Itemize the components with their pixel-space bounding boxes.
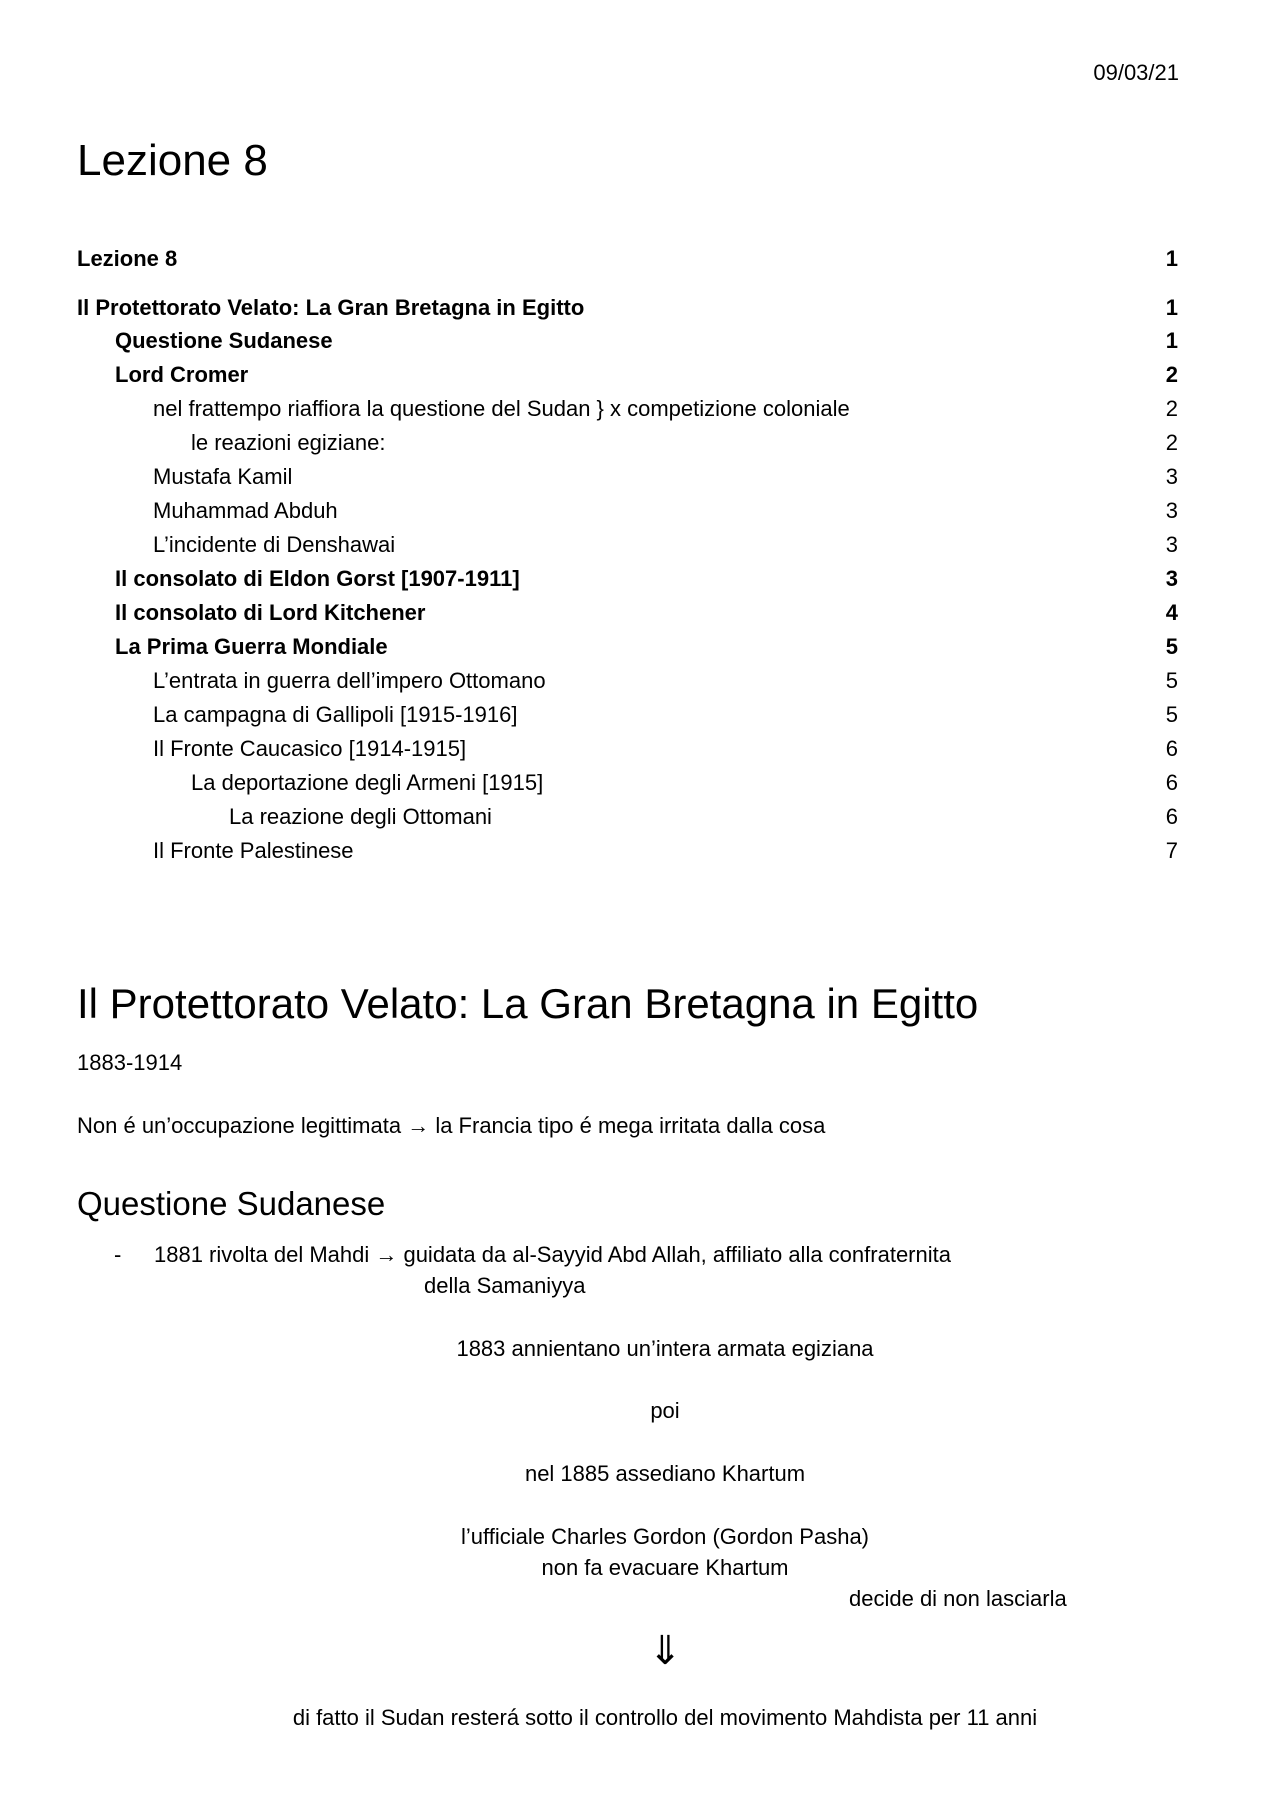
bullet-marker: -	[114, 1242, 122, 1267]
line-poi: poi	[650, 1398, 680, 1423]
toc-entry-label: La deportazione degli Armeni [1915]	[191, 770, 544, 795]
toc-entry-page: 2	[1165, 430, 1178, 455]
toc-entry-page: 3	[1165, 532, 1178, 557]
gordon-line-2: non fa evacuare Khartum	[541, 1555, 789, 1580]
toc-entry[interactable]	[77, 802, 1178, 832]
toc-entry[interactable]	[77, 326, 1178, 356]
toc-entry[interactable]	[77, 293, 1178, 323]
toc-entry-page: 3	[1165, 498, 1178, 523]
toc-entry-label: Mustafa Kamil	[153, 464, 293, 489]
toc-entry-label: Il Protettorato Velato: La Gran Bretagna in Egitto	[77, 295, 585, 320]
toc-entry-label: Muhammad Abduh	[153, 498, 338, 523]
toc-entry-page: 5	[1165, 634, 1178, 659]
toc-entry[interactable]	[77, 496, 1178, 526]
document-title: Lezione 8	[77, 136, 268, 185]
toc-entry-page: 2	[1165, 362, 1178, 387]
toc-entry[interactable]	[77, 734, 1178, 764]
toc-entry-page: 1	[1165, 295, 1178, 320]
toc-entry[interactable]	[77, 632, 1178, 662]
gordon-line-1: l’ufficiale Charles Gordon (Gordon Pasha)	[460, 1524, 870, 1549]
bullet-text-line1: 1881 rivolta del Mahdi → guidata da al-Sayyid Abd Allah, affiliato alla confraternita	[154, 1242, 951, 1267]
toc-entry-page: 3	[1165, 566, 1178, 591]
toc-entry[interactable]	[77, 700, 1178, 730]
conclusion-text: di fatto il Sudan resterá sotto il controllo del movimento Mahdista per 11 anni	[292, 1705, 1038, 1730]
subsection-heading: Questione Sudanese	[77, 1185, 386, 1222]
toc-entry[interactable]	[77, 360, 1178, 390]
toc-entry-page: 6	[1165, 804, 1178, 829]
line-1883: 1883 annientano un’intera armata egiziana	[456, 1336, 874, 1361]
toc-entry-label: La campagna di Gallipoli [1915-1916]	[153, 702, 518, 727]
toc-entry[interactable]	[77, 394, 1178, 424]
toc-entry-label: L’incidente di Denshawai	[153, 532, 396, 557]
section-years: 1883-1914	[77, 1050, 183, 1075]
toc-entry[interactable]	[77, 836, 1178, 866]
toc-entry-label: Il Fronte Palestinese	[153, 838, 354, 863]
toc-entry-label: Questione Sudanese	[115, 328, 333, 353]
toc-entry-label: Lord Cromer	[115, 362, 249, 387]
toc-entry-page: 3	[1165, 464, 1178, 489]
bullet-text-line2: della Samaniyya	[424, 1273, 586, 1298]
toc-entry-page: 6	[1165, 736, 1178, 761]
toc-entry-page: 4	[1165, 600, 1178, 625]
toc-entry-page: 1	[1165, 328, 1178, 353]
toc-entry-label: Lezione 8	[77, 246, 178, 271]
toc-entry-page: 5	[1165, 668, 1178, 693]
toc-entry-label: le reazioni egiziane:	[191, 430, 386, 455]
toc-entry[interactable]	[77, 598, 1178, 628]
toc-entry[interactable]	[77, 666, 1178, 696]
toc-entry-page: 6	[1165, 770, 1178, 795]
section-note: Non é un’occupazione legittimata → la Francia tipo é mega irritata dalla cosa	[77, 1113, 826, 1138]
toc-entry[interactable]	[77, 768, 1178, 798]
toc-entry-page: 7	[1165, 838, 1178, 863]
toc-entry-label: L’entrata in guerra dell’impero Ottomano	[153, 668, 546, 693]
toc-entry[interactable]	[77, 428, 1178, 458]
gordon-line-3: decide di non lasciarla	[849, 1586, 1067, 1611]
toc-entry-label: nel frattempo riaffiora la questione del Sudan } x competizione coloniale	[153, 396, 850, 421]
toc-entry-label: Il consolato di Lord Kitchener	[115, 600, 426, 625]
toc-entry-label: Il consolato di Eldon Gorst [1907-1911]	[115, 566, 520, 591]
toc-entry[interactable]	[77, 564, 1178, 594]
toc-entry[interactable]	[77, 244, 1178, 274]
toc-entry-page: 5	[1165, 702, 1178, 727]
toc-entry-page: 1	[1165, 246, 1178, 271]
line-1885: nel 1885 assediano Khartum	[524, 1461, 806, 1486]
toc-entry-page: 2	[1165, 396, 1178, 421]
toc-entry-label: La Prima Guerra Mondiale	[115, 634, 388, 659]
section-heading: Il Protettorato Velato: La Gran Bretagna in Egitto	[77, 980, 979, 1027]
date-label: 09/03/21	[1093, 60, 1179, 85]
toc-entry-label: La reazione degli Ottomani	[229, 804, 492, 829]
double-down-arrow-icon: ⇓	[648, 1629, 682, 1673]
toc-entry[interactable]	[77, 462, 1178, 492]
toc-entry-label: Il Fronte Caucasico [1914-1915]	[153, 736, 467, 761]
toc-entry[interactable]	[77, 530, 1178, 560]
